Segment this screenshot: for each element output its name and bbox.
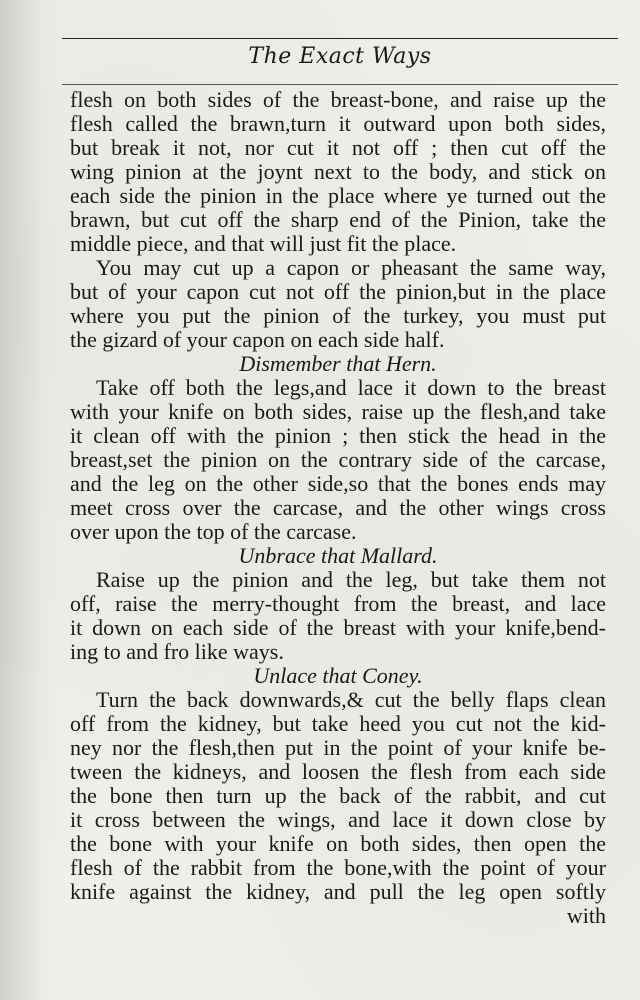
text-line: wing pinion at the joynt next to the body, and stick on xyxy=(70,159,606,184)
catchword: with xyxy=(566,903,606,928)
text-line: off, raise the merry-thought from the breast, and lace xyxy=(70,591,606,616)
gutter-shadow xyxy=(0,0,60,1000)
text-line: with your knife on both sides, raise up the flesh,and take xyxy=(70,399,606,424)
text-line: middle piece, and that will just fit the place. xyxy=(70,231,457,256)
text-line: the bone with your knife on both sides, then open the xyxy=(70,831,606,856)
text-line: and the leg on the other side,so that the bones ends may xyxy=(70,471,606,496)
text-line: flesh on both sides of the breast-bone, and raise up the xyxy=(70,87,606,112)
text-line: Turn the back downwards,& cut the belly flaps clean xyxy=(96,687,606,712)
text-line: over upon the top of the carcase. xyxy=(70,519,357,544)
text-line: it clean off with the pinion ; then stick the head in the xyxy=(70,423,606,448)
text-line: tween the kidneys, and loosen the flesh from each side xyxy=(70,759,606,784)
text-line: meet cross over the carcase, and the other wings cross xyxy=(70,495,606,520)
text-line: You may cut up a capon or pheasant the same way, xyxy=(96,255,606,280)
text-line: flesh of the rabbit from the bone,with the point of your xyxy=(70,855,606,880)
text-line: brawn, but cut off the sharp end of the Pinion, take the xyxy=(70,207,606,232)
text-line: the gizard of your capon on each side half. xyxy=(70,327,445,352)
text-line: but break it not, nor cut it not off ; then cut off the xyxy=(70,135,606,160)
text-line: the bone then turn up the back of the rabbit, and cut xyxy=(70,783,606,808)
body-text xyxy=(70,88,606,928)
text-line: breast,set the pinion on the contrary side of the carcase, xyxy=(70,447,606,472)
section-heading: Dismember that Hern. xyxy=(239,351,437,376)
text-line: ney nor the flesh,then put in the point of your knife be- xyxy=(70,735,606,760)
text-line: Take off both the legs,and lace it down to the breast xyxy=(96,375,606,400)
text-line: Raise up the pinion and the leg, but take them not xyxy=(96,567,606,592)
header-rule xyxy=(62,84,618,85)
text-line: off from the kidney, but take heed you cut not the kid- xyxy=(70,711,606,736)
text-line: flesh called the brawn,turn it outward upon both sides, xyxy=(70,111,606,136)
running-header: The Exact Ways xyxy=(248,44,432,69)
top-rule xyxy=(62,38,618,39)
text-line: where you put the pinion of the turkey, you must put xyxy=(70,303,606,328)
text-line: it down on each side of the breast with your knife,bend- xyxy=(70,615,606,640)
section-heading: Unlace that Coney. xyxy=(253,663,423,688)
text-line: it cross between the wings, and lace it down close by xyxy=(70,807,606,832)
section-heading: Unbrace that Mallard. xyxy=(238,543,438,568)
text-line: but of your capon cut not off the pinion,but in the place xyxy=(70,279,606,304)
text-line: each side the pinion in the place where ye turned out the xyxy=(70,183,606,208)
text-line: knife against the kidney, and pull the leg open softly xyxy=(70,879,606,904)
text-line: ing to and fro like ways. xyxy=(70,639,284,664)
